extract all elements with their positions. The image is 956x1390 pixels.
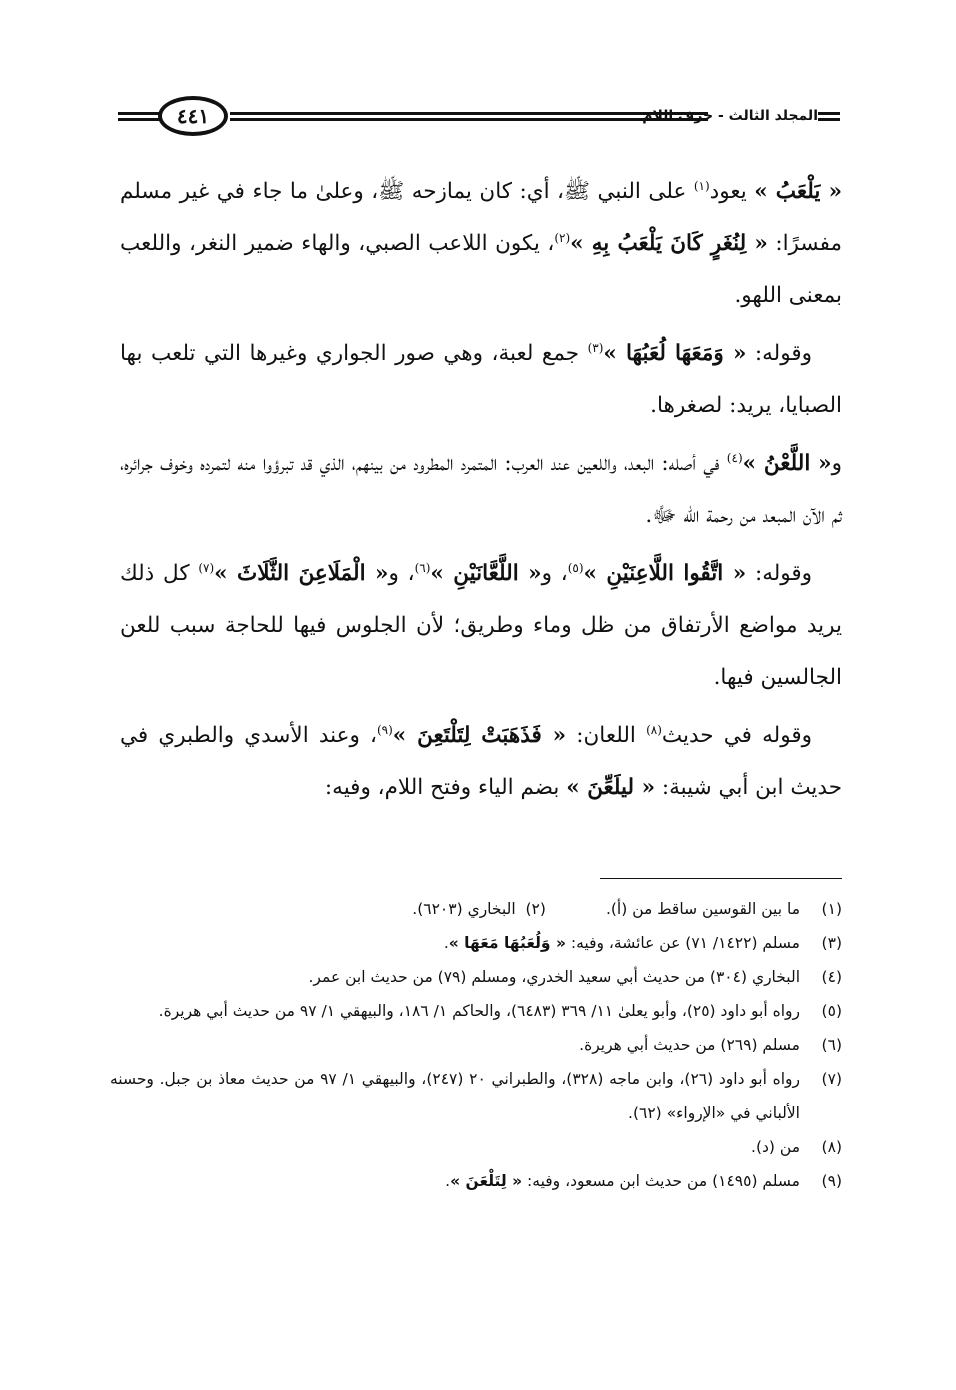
quote-wamaaha: « وَمَعَهَا لُعَبُهَا » — [603, 341, 747, 366]
footnote-text: رواه أبو داود (٢٥)، وأبو يعلىٰ ١١/ ٣٦٩ (٦٤٨٣)، والحاكم ١/ ١٨٦، والبيهقي ١/ ٩٧ من حديث أبي هريرة. — [158, 1002, 800, 1020]
footnote-number: (٣) — [821, 934, 842, 952]
footnote-text: . — [443, 934, 449, 952]
header-rule-right — [818, 112, 840, 121]
quote-almalaain: « الْمَلَاعِنَ الثَّلَاثَ » — [214, 561, 389, 586]
footnote-text: البخاري (٣٠٤) من حديث أبي سعيد الخدري، ومسلم (٧٩) من حديث ابن عمر. — [308, 968, 800, 986]
footnote-number: (٨) — [821, 1138, 842, 1156]
text: وقوله: — [746, 561, 813, 586]
footnote-text: من (د). — [751, 1138, 800, 1156]
footnote-5 — [110, 994, 842, 1028]
text: ، و — [388, 561, 415, 586]
footnote-9 — [110, 1164, 842, 1198]
footnote-ref: (٥) — [567, 560, 584, 575]
quote-yalab: « يَلْعَبُ » — [754, 179, 843, 204]
text: جمع لعبة، وهي صور الجواري وغيرها التي تلعب بها الصبايا، يريد: لصغرها. — [120, 341, 842, 418]
footnote-number: (١) — [821, 900, 842, 918]
footnote-number: (٢) — [525, 900, 546, 918]
footnote-text: . — [445, 1172, 451, 1190]
footnote-7 — [110, 1062, 842, 1130]
paragraph-1 — [120, 166, 842, 322]
footnote-text: رواه أبو داود (٢٦)، وابن ماجه (٣٢٨)، والطبراني ٢٠ (٢٤٧)، والبيهقي ١/ ٩٧ من حديث معاذ بن جبل. وحسنه الألباني في «الإرواء» (٦٢). — [110, 1070, 801, 1122]
footnote-separator — [600, 878, 842, 879]
footnote-ref: (٦) — [414, 560, 431, 575]
footnote-quote: « لِتَلْعَنَ » — [450, 1172, 523, 1190]
page-number: ٤٤١ — [158, 96, 228, 136]
footnote-number: (٧) — [821, 1070, 842, 1088]
text: بضم الياء وفتح اللام، وفيه: — [324, 775, 567, 800]
footnote-number: (٦) — [821, 1036, 842, 1054]
footnote-8 — [110, 1130, 842, 1164]
footnote-6 — [110, 1028, 842, 1062]
quote-fadhahabat: « فَذَهَبَتْ لِتَلْتَعِنَ » — [392, 723, 567, 748]
quote-yulaan: « ليلَعِّنَ » — [566, 775, 656, 800]
text: ، و — [541, 561, 568, 586]
footnote-3 — [110, 926, 842, 960]
page-header — [118, 92, 840, 142]
footnote-ref: (٧) — [198, 560, 215, 575]
paragraph-4 — [120, 548, 842, 704]
paragraph-2 — [120, 328, 842, 432]
footnote-text: مسلم (١٤٢٢/ ٧١) عن عائشة، وفيه: — [565, 934, 800, 952]
footnote-quote: « وَلُعَبُهَا مَعَهَا » — [448, 934, 566, 952]
header-rule-left — [118, 112, 162, 121]
text: يعود — [709, 179, 755, 204]
paragraph-3 — [120, 438, 842, 542]
footnote-ref: (٢) — [554, 230, 571, 245]
footnote-ref: (١) — [693, 178, 710, 193]
footnote-number: (٩) — [821, 1172, 842, 1190]
text: على النبي ﷺ، أي: كان يمازحه ﷺ، وعلىٰ ما جاء في غير مسلم مفسرًا: — [120, 179, 842, 256]
running-title-text: المجلد الثالث - حرف اللام — [642, 108, 818, 124]
main-text — [120, 166, 842, 814]
footnotes — [110, 892, 842, 1198]
footnote-ref: (٤) — [726, 450, 743, 465]
footnote-1-2 — [110, 892, 842, 926]
header-rule-middle — [230, 112, 708, 121]
footnote-ref: (٨) — [646, 722, 662, 737]
text: في أصله: البعد، واللعين عند العرب: المتمرد المطرود من بينهم، الذي قد تبرؤوا منه لتمرده وخوف جرائره، ثم الآن المبعد من رحمة الله ﷻ. — [120, 451, 842, 528]
quote-allaan: « اللَّعْنُ » — [742, 451, 832, 476]
running-title — [642, 102, 818, 130]
footnote-text: ما بين القوسين ساقط من (أ). — [605, 900, 800, 918]
footnote-number: (٤) — [821, 968, 842, 986]
quote-allaanayn: « اللَّعَّانَيْنِ » — [430, 561, 542, 586]
quote-ittaqu: « اتَّقُوا اللَّاعِنَيْنِ » — [583, 561, 747, 586]
text: وقوله: — [746, 341, 812, 366]
text: ، وعند الأسدي والطبري في حديث ابن أبي شيبة: — [120, 723, 842, 800]
footnote-text: مسلم (٢٦٩) من حديث أبي هريرة. — [579, 1036, 800, 1054]
text: و — [831, 451, 842, 476]
footnote-number: (٥) — [821, 1002, 842, 1020]
quote-linughar: « لِنُغَرٍ كَانَ يَلْعَبُ بِهِ » — [570, 231, 768, 256]
footnote-text: البخاري (٦٢٠٣). — [412, 900, 516, 918]
text: ، يكون اللاعب الصبي، والهاء ضمير النغر، واللعب بمعنى اللهو. — [120, 231, 842, 308]
text: اللعان: — [566, 723, 647, 748]
footnote-4 — [110, 960, 842, 994]
footnote-ref: (٣) — [587, 340, 604, 355]
text: كل ذلك يريد مواضع الأرتفاق من ظل وماء وطريق؛ لأن الجلوس فيها للحاجة سبب للعن الجالسين فيها. — [120, 561, 842, 690]
footnote-ref: (٩) — [376, 722, 393, 737]
footnote-text: مسلم (١٤٩٥) من حديث ابن مسعود، وفيه: — [522, 1172, 800, 1190]
paragraph-5 — [120, 710, 842, 814]
text: وقوله في حديث — [661, 723, 812, 748]
